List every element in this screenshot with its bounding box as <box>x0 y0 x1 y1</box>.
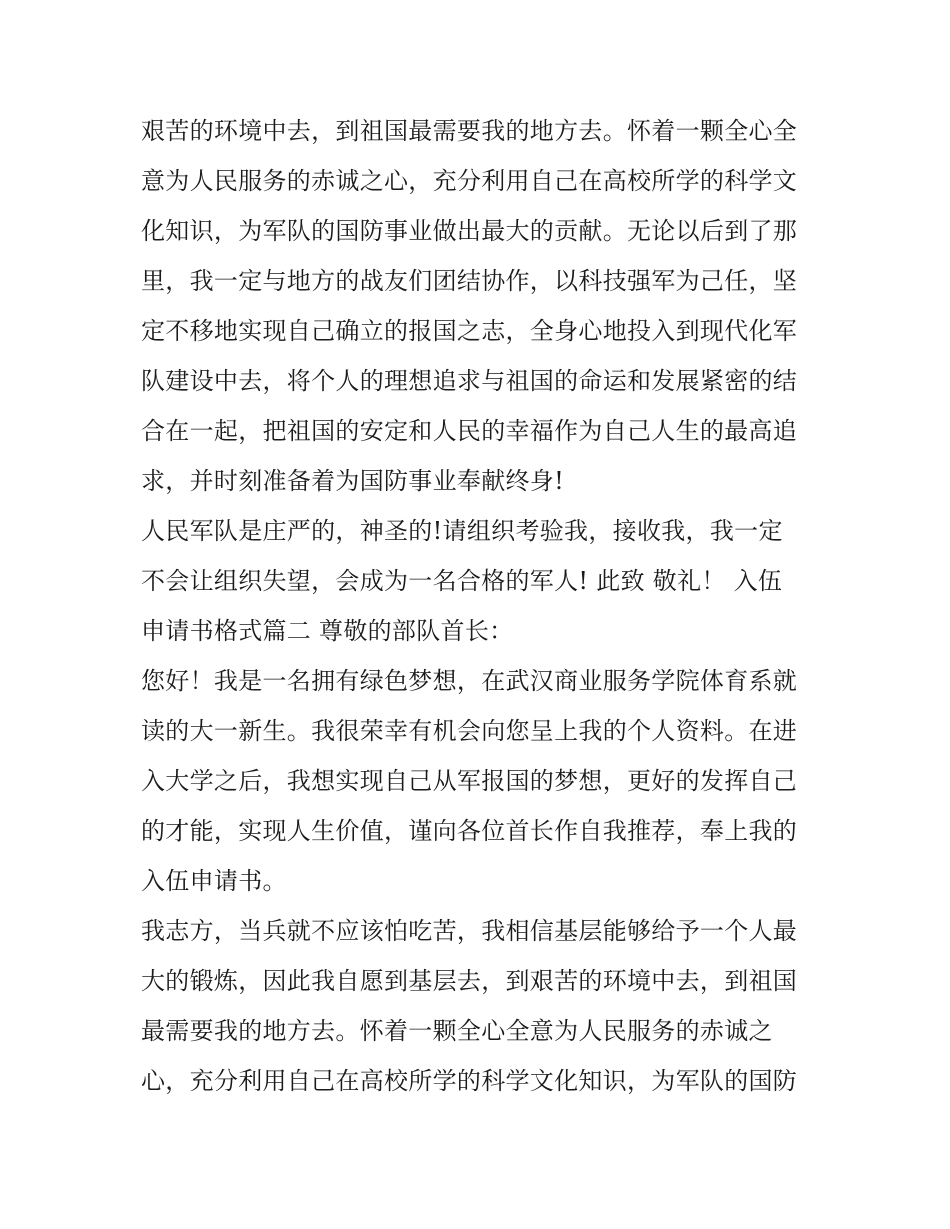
text-line: 您好！我是一名拥有绿色梦想，在武汉商业服务学院体育系就 <box>141 667 798 695</box>
text-line: 我志方，当兵就不应该怕吃苦，我相信基层能够给予一个人最 <box>141 917 798 945</box>
text-line: 读的大一新生。我很荣幸有机会向您呈上我的个人资料。在进 <box>141 717 798 745</box>
text-line: 大的锻炼，因此我自愿到基层去，到艰苦的环境中去，到祖国 <box>141 967 798 995</box>
text-line: 最需要我的地方去。怀着一颗全心全意为人民服务的赤诚之 <box>141 1017 773 1045</box>
text-line: 入伍申请书。 <box>141 867 287 895</box>
text-line: 化知识，为军队的国防事业做出最大的贡献。无论以后到了那 <box>141 217 798 245</box>
text-line: 的才能，实现人生价值，谨向各位首长作自我推荐，奉上我的 <box>141 817 798 845</box>
text-line: 合在一起，把祖国的安定和人民的幸福作为自己人生的最高追 <box>141 417 798 445</box>
text-line: 队建设中去，将个人的理想追求与祖国的命运和发展紧密的结 <box>141 367 798 395</box>
text-line: 心，充分利用自己在高校所学的科学文化知识，为军队的国防 <box>141 1067 798 1095</box>
text-line: 申请书格式篇二 尊敬的部队首长： <box>141 617 514 645</box>
text-line: 定不移地实现自己确立的报国之志，全身心地投入到现代化军 <box>141 317 798 345</box>
text-line: 意为人民服务的赤诚之心，充分利用自己在高校所学的科学文 <box>141 167 798 195</box>
text-line: 不会让组织失望，会成为一名合格的军人! 此致 敬礼！ 入伍 <box>141 567 783 595</box>
text-line: 入大学之后，我想实现自己从军报国的梦想，更好的发挥自己 <box>141 767 798 795</box>
text-line: 求，并时刻准备着为国防事业奉献终身! <box>141 467 565 495</box>
text-line: 艰苦的环境中去，到祖国最需要我的地方去。怀着一颗全心全 <box>141 117 798 145</box>
text-line: 里，我一定与地方的战友们团结协作，以科技强军为己任，坚 <box>141 267 798 295</box>
text-line: 人民军队是庄严的，神圣的!请组织考验我，接收我，我一定 <box>141 517 783 545</box>
document-body <box>141 106 813 1106</box>
